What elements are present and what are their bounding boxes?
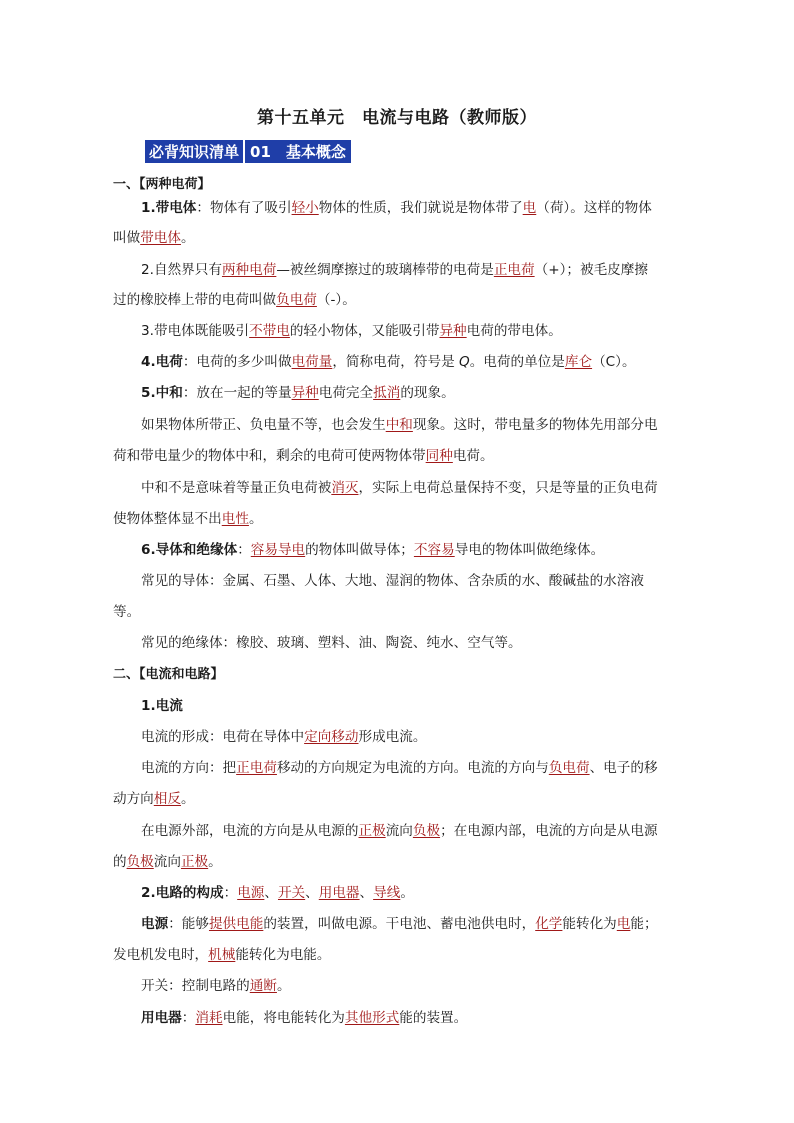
answer-blank: 其他形式 — [344, 1010, 400, 1026]
paragraph-source-direction: 在电源外部，电流的方向是从电源的正极流向负极；在电源内部，电流的方向是从电源 — [141, 823, 658, 839]
answer-blank: 负极 — [126, 854, 154, 870]
answer-blank: 机械 — [208, 947, 236, 963]
paragraph-current-direction-cont: 动方向相反。 — [113, 791, 195, 807]
answer-blank: 化学 — [535, 916, 563, 932]
answer-blank: 两种电荷 — [221, 262, 277, 278]
paragraph-source-direction-cont: 的负极流向正极。 — [113, 854, 222, 870]
answer-blank: 异种 — [439, 323, 467, 339]
answer-blank: 异种 — [291, 385, 319, 401]
paragraph-conservation-cont: 使物体整体显不出电性。 — [113, 511, 263, 527]
answer-blank: 用电器 — [318, 885, 360, 901]
charge-symbol: Q — [459, 354, 470, 370]
paragraph-unequal-charges: 如果物体所带正、负电量不等，也会发生中和现象。这时，带电量多的物体先用部分电 — [141, 417, 658, 433]
paragraph-current-direction: 电流的方向：把正电荷移动的方向规定为电流的方向。电流的方向与负电荷、电子的移 — [141, 760, 658, 776]
term-label: 用电器 — [141, 1010, 182, 1026]
section-heading-current-circuit: 二、【电流和电路】 — [113, 667, 224, 682]
answer-blank: 轻小 — [291, 200, 319, 216]
paragraph-current-formation: 电流的形成：电荷在导体中定向移动形成电流。 — [141, 729, 427, 745]
term-label: 4.电荷 — [141, 354, 183, 370]
answer-blank: 通断 — [249, 978, 277, 994]
paragraph-circuit-components: 2.电路的构成：电源、开关、用电器、导线。 — [141, 885, 414, 901]
answer-blank: 提供电能 — [208, 916, 264, 932]
badge-topic: 01 基本概念 — [245, 140, 351, 163]
answer-blank: 电性 — [221, 511, 249, 527]
answer-blank: 正极 — [180, 854, 209, 870]
answer-blank: 正电荷 — [236, 760, 277, 776]
answer-blank: 负极 — [412, 823, 441, 839]
answer-blank: 消耗 — [195, 1010, 223, 1026]
answer-blank: 定向移动 — [304, 729, 359, 745]
paragraph-two-charges-cont: 过的橡胶棒上带的电荷叫做负电荷（-）。 — [113, 292, 356, 308]
answer-blank: 中和 — [385, 417, 413, 433]
answer-blank: 相反 — [153, 791, 181, 807]
paragraph-conservation: 中和不是意味着等量正负电荷被消灭，实际上电荷总量保持不变，只是等量的正负电荷 — [141, 480, 658, 496]
answer-blank: 消灭 — [331, 480, 359, 496]
paragraph-unequal-charges-cont: 荷和带电量少的物体中和，剩余的电荷可使两物体带同种电荷。 — [113, 448, 494, 464]
term-label: 电源 — [141, 916, 169, 932]
term-label: 6.导体和绝缘体 — [141, 542, 238, 558]
paragraph-appliance: 用电器：消耗电能，将电能转化为其他形式能的装置。 — [141, 1010, 468, 1026]
answer-blank: 容易导电 — [250, 542, 306, 558]
paragraph-two-charges: 2.自然界只有两种电荷—被丝绸摩擦过的玻璃棒带的电荷是正电荷（+）；被毛皮摩擦 — [141, 262, 648, 278]
paragraph-power-source-cont: 发电机发电时，机械能转化为电能。 — [113, 947, 331, 963]
answer-blank: 电 — [522, 200, 537, 216]
answer-blank: 负电荷 — [548, 760, 590, 776]
answer-blank: 库仑 — [564, 354, 593, 370]
answer-blank: 开关 — [277, 885, 306, 901]
section-heading-charges: 一、【两种电荷】 — [113, 177, 211, 192]
answer-blank: 同种 — [425, 448, 453, 464]
paragraph-conductors-insulators: 6.导体和绝缘体：容易导电的物体叫做导体；不容易导电的物体叫做绝缘体。 — [141, 542, 605, 558]
paragraph-charged-body-cont: 叫做带电体。 — [113, 230, 195, 246]
paragraph-attraction: 3.带电体既能吸引不带电的轻小物体，又能吸引带异种电荷的带电体。 — [141, 323, 562, 339]
answer-blank: 抵消 — [373, 385, 401, 401]
page-title: 第十五单元 电流与电路（教师版） — [257, 108, 537, 128]
badge-label: 必背知识清单 — [145, 140, 243, 163]
answer-blank: 负电荷 — [276, 292, 317, 308]
answer-blank: 带电体 — [140, 230, 181, 246]
answer-blank: 正电荷 — [493, 262, 535, 278]
answer-blank: 正极 — [358, 823, 386, 839]
term-label: 2.电路的构成 — [141, 885, 224, 901]
term-label: 1.带电体 — [141, 200, 197, 216]
answer-blank: 电荷量 — [291, 354, 333, 370]
paragraph-charge-quantity: 4.电荷：电荷的多少叫做电荷量，简称电荷，符号是 Q。电荷的单位是库仑（C）。 — [141, 354, 636, 370]
subheading-current: 1.电流 — [141, 698, 183, 714]
answer-blank: 电源 — [237, 885, 265, 901]
term-label: 5.中和 — [141, 385, 183, 401]
answer-blank: 不容易 — [413, 542, 455, 558]
answer-blank: 导线 — [373, 885, 401, 901]
section-badge — [145, 140, 351, 163]
answer-blank: 电 — [616, 916, 631, 932]
paragraph-power-source: 电源：能够提供电能的装置，叫做电源。干电池、蓄电池供电时，化学能转化为电能； — [141, 916, 658, 932]
paragraph-common-conductors: 常见的导体：金属、石墨、人体、大地、湿润的物体、含杂质的水、酸碱盐的水溶液 — [141, 573, 644, 589]
answer-blank: 不带电 — [249, 323, 290, 339]
paragraph-charged-body: 1.带电体：物体有了吸引轻小物体的性质，我们就说是物体带了电（荷）。这样的物体 — [141, 200, 652, 216]
paragraph-common-insulators: 常见的绝缘体：橡胶、玻璃、塑料、油、陶瓷、纯水、空气等。 — [141, 635, 522, 651]
paragraph-neutralization: 5.中和：放在一起的等量异种电荷完全抵消的现象。 — [141, 385, 455, 401]
paragraph-switch: 开关：控制电路的通断。 — [141, 978, 291, 994]
paragraph-common-conductors-cont: 等。 — [113, 604, 141, 620]
